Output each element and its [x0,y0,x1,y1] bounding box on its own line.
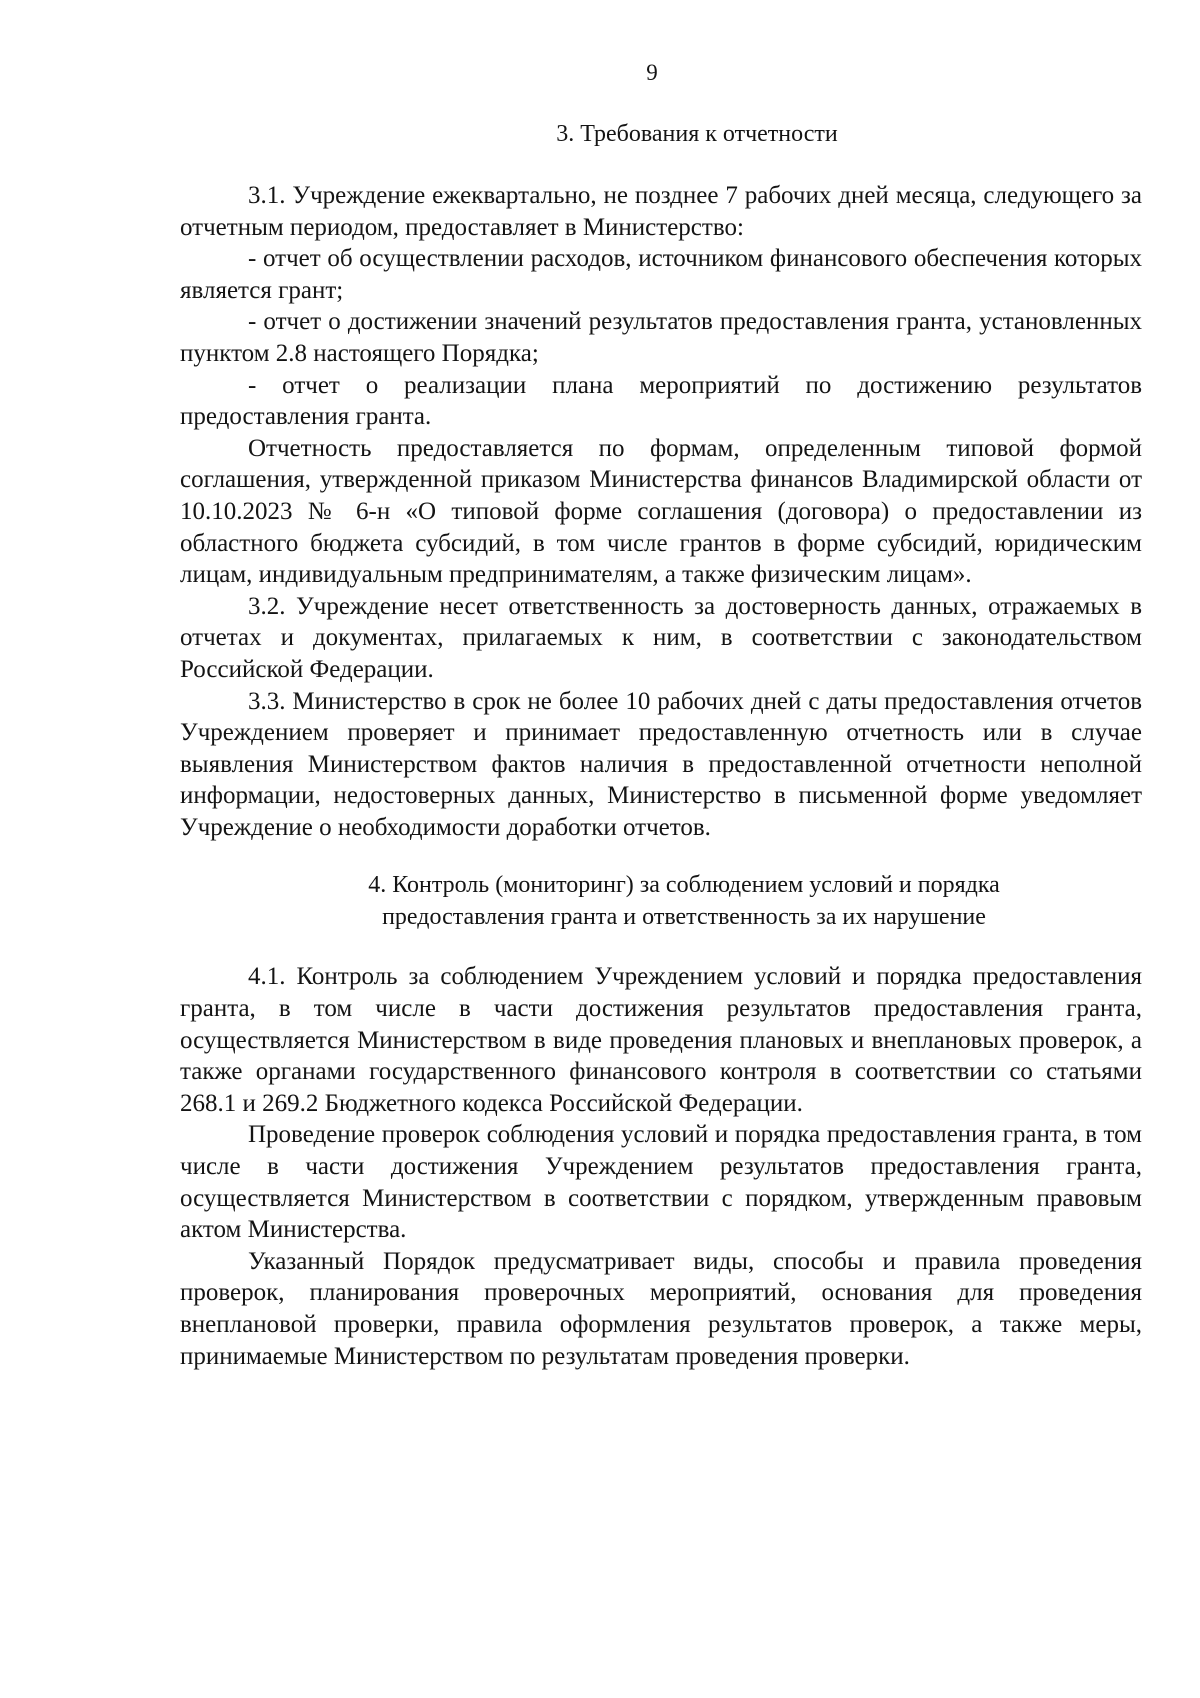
document-body [180,118,1142,1372]
section-4-heading [180,869,1142,933]
paragraph-reporting-forms: Отчетность предоставляется по формам, определенным типовой формой соглашения, утвержденной приказом Министерства финансов Владимирской области от 10.10.2023 № 6-н «О типовой форме соглашения (договора) о предоставлении из областного бюджета субсидий, в том числе грантов в форме субсидий, юридическим лицам, индивидуальным предпринимателям, а также физическим лицам». [180,434,1142,589]
paragraph-3-2: 3.2. Учреждение несет ответственность за достоверность данных, отражаемых в отчетах и документах, прилагаемых к ним, в соответствии с законодательством Российской Федерации. [180,592,1142,683]
bullet-report-results: - отчет о достижении значений результатов предоставления гранта, установленных пунктом 2.8 настоящего Порядка; [180,308,1142,367]
page-number: 9 [646,60,658,85]
paragraph-3-3: 3.3. Министерство в срок не более 10 рабочих дней с даты предоставления отчетов Учреждением проверяет и принимает предоставленную отчетность или в случае выявления Министерством фактов наличия в предоставленной отчетности неполной информации, недостоверных данных, Министерство в письменной форме уведомляет Учреждение о необходимости доработки отчетов. [180,687,1142,841]
paragraph-3-1: 3.1. Учреждение ежеквартально, не позднее 7 рабочих дней месяца, следующего за отчетным периодом, предоставляет в Министерство: [180,182,1142,241]
section-4-heading-line-1: 4. Контроль (мониторинг) за соблюдением условий и порядка [368,872,1000,899]
paragraph-4-1: 4.1. Контроль за соблюдением Учреждением условий и порядка предоставления гранта, в том числе в части достижения результатов предоставления гранта, осуществляется Министерством в виде проведения плановых и внеплановых проверок, а также органами государственного финансового контроля в соответствии со статьями 268.1 и 269.2 Бюджетного кодекса Российской Федерации. [180,963,1142,1117]
bullet-report-expenses: - отчет об осуществлении расходов, источником финансового обеспечения которых является грант; [180,245,1142,304]
paragraph-inspections: Проведение проверок соблюдения условий и порядка предоставления гранта, в том числе в части достижения Учреждением результатов предоставления гранта, осуществляется Министерством в соответствии с порядком, утвержденным правовым актом Министерства. [180,1121,1142,1244]
bullet-report-plan: - отчет о реализации плана мероприятий по достижению результатов предоставления гранта. [180,371,1142,431]
paragraph-procedure: Указанный Порядок предусматривает виды, способы и правила проведения проверок, планирования проверочных мероприятий, основания для проведения внеплановой проверки, правила оформления результатов проверок, а также меры, принимаемые Министерством по результатам проведения проверки. [180,1247,1142,1370]
section-3-heading: 3. Требования к отчетности [556,121,838,147]
section-4-heading-line-2: предоставления гранта и ответственность за их нарушение [382,904,986,931]
